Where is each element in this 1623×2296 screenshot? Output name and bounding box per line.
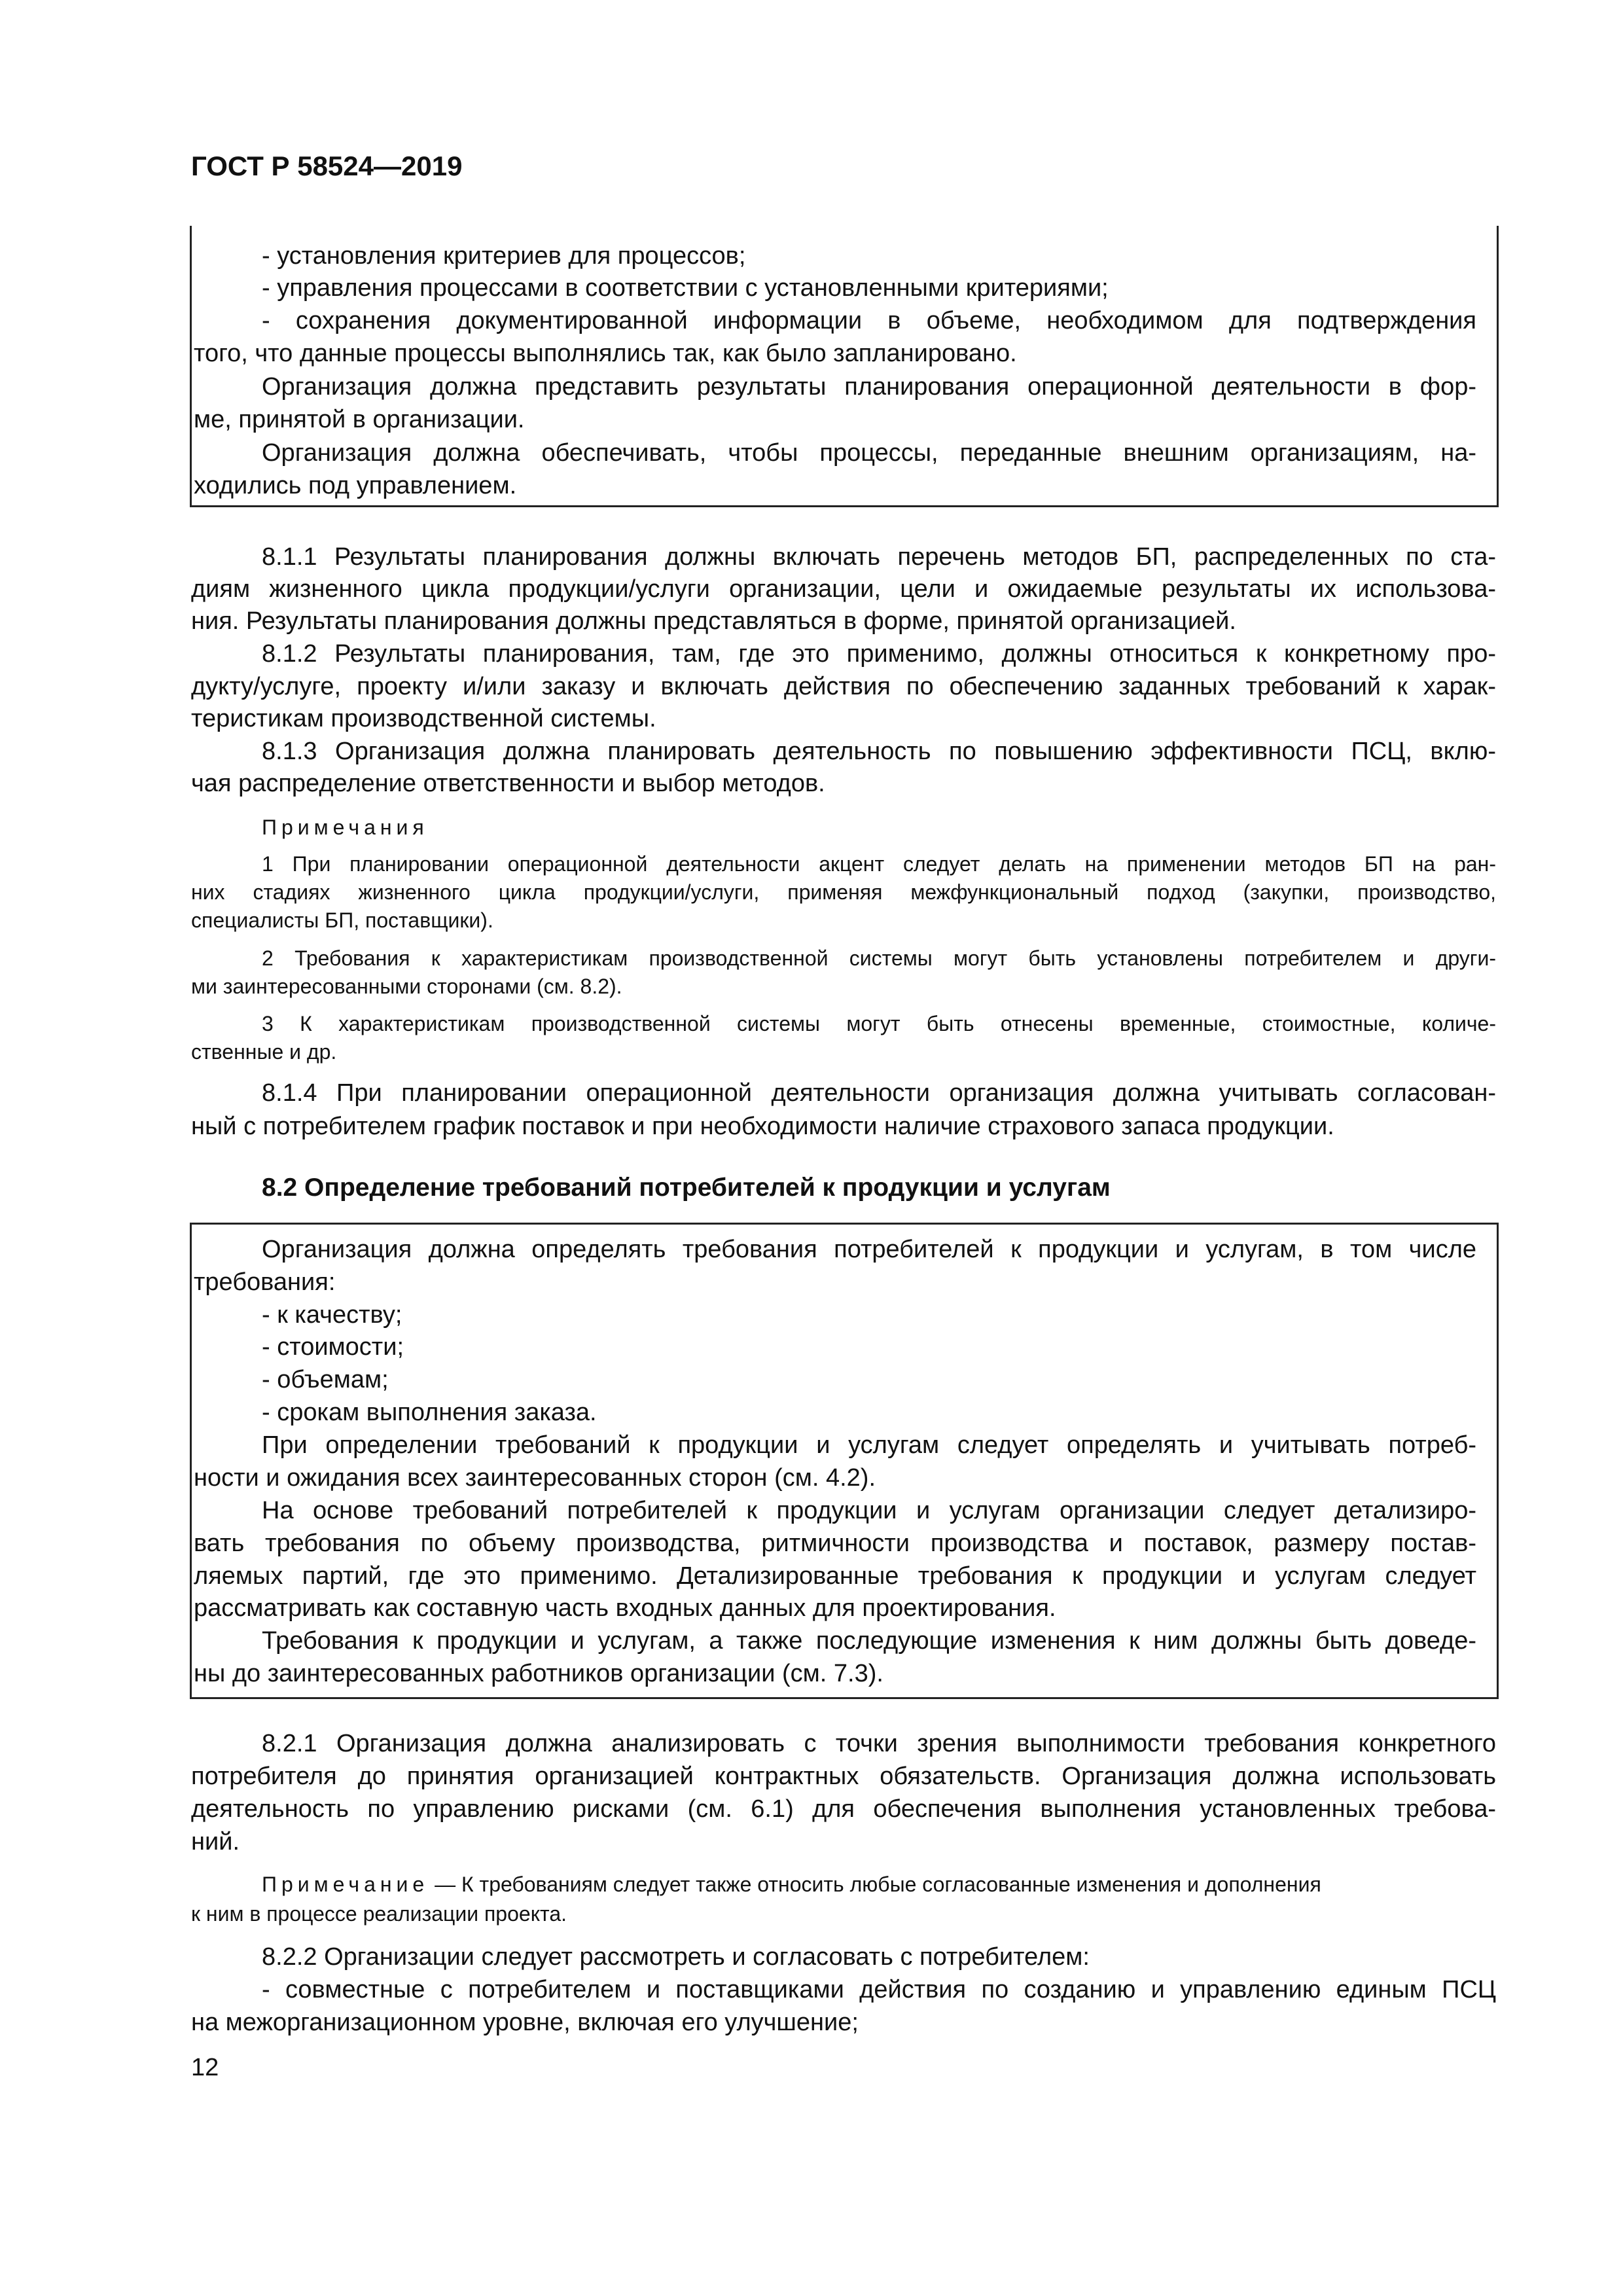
box2-line: ляемых партий, где это применимо. Детализированные требования к продукции и услугам следует [194, 1562, 1476, 1590]
paragraph-8-2-1: ний. [191, 1828, 240, 1856]
paragraph-8-1-3: чая распределение ответственности и выбор методов. [191, 770, 825, 797]
paragraph-8-1-4: ный с потребителем график поставок и при необходимости наличие страхового запаса продукции. [191, 1113, 1334, 1140]
box2-line: При определении требований к продукции и услугам следует определять и учитывать потреб- [262, 1431, 1476, 1459]
paragraph-8-2-2: 8.2.2 Организации следует рассмотреть и согласовать с потребителем: [262, 1943, 1090, 1971]
paragraph-8-2-1: деятельность по управлению рисками (см. 6.1) для обеспечения выполнения установленных требова- [191, 1795, 1496, 1823]
paragraph-8-1-3: 8.1.3 Организация должна планировать деятельность по повышению эффективности ПСЦ, вклю- [262, 738, 1496, 765]
box1-line: Организация должна представить результаты планирования операционной деятельности в фор- [262, 373, 1476, 401]
note-text: — К требованиям следует также относить любые согласованные изменения и дополнения [429, 1873, 1321, 1896]
box1-line: - управления процессами в соответствии с установленными критериями; [262, 274, 1109, 302]
box1-line: - установления критериев для процессов; [262, 242, 746, 270]
note-3: 3 К характеристикам производственной системы могут быть отнесены временные, стоимостные, количе- [262, 1012, 1496, 1035]
box2-line: - объемам; [262, 1366, 389, 1393]
box2-line: Требования к продукции и услугам, а также последующие изменения к ним должны быть доведе- [262, 1627, 1476, 1655]
box2-line: - стоимости; [262, 1333, 404, 1361]
notes-title: Примечания [262, 816, 429, 839]
box2-line: требования: [194, 1268, 336, 1296]
note-8-2-1 [262, 1871, 1496, 1898]
box2-line: ности и ожидания всех заинтересованных сторон (см. 4.2). [194, 1464, 876, 1492]
note-label: Примечание [262, 1873, 429, 1896]
note-1: 1 При планировании операционной деятельности акцент следует делать на применении методов БП на ран- [262, 852, 1496, 876]
note-3: ственные и др. [191, 1040, 337, 1064]
box2-line: На основе требований потребителей к продукции и услугам организации следует детализиро- [262, 1497, 1476, 1524]
paragraph-8-1-1: ния. Результаты планирования должны представляться в форме, принятой организацией. [191, 607, 1236, 635]
box2-line: - срокам выполнения заказа. [262, 1399, 597, 1426]
paragraph-8-1-2: дукту/услуге, проекту и/или заказу и включать действия по обеспечению заданных требований к харак- [191, 673, 1496, 700]
box2-line: рассматривать как составную часть входных данных для проектирования. [194, 1594, 1056, 1622]
doc-id-header: ГОСТ Р 58524—2019 [191, 151, 463, 181]
box1-line: - сохранения документированной информации в объеме, необходимом для подтверждения [262, 307, 1476, 334]
box2-line: вать требования по объему производства, ритмичности производства и поставок, размеру постав- [194, 1530, 1476, 1557]
box1-line: Организация должна обеспечивать, чтобы процессы, переданные внешним организациям, на- [262, 439, 1476, 467]
page-number: 12 [191, 2054, 219, 2081]
section-heading-8-2: 8.2 Определение требований потребителей к продукции и услугам [262, 1174, 1111, 1202]
box2-line: ны до заинтересованных работников организации (см. 7.3). [194, 1660, 883, 1687]
paragraph-8-2-1: 8.2.1 Организация должна анализировать с точки зрения выполнимости требования конкретного [262, 1730, 1496, 1757]
paragraph-8-1-1: 8.1.1 Результаты планирования должны включать перечень методов БП, распределенных по ста- [262, 543, 1496, 571]
box1-line: ходились под управлением. [194, 472, 517, 499]
paragraph-8-2-2: - совместные с потребителем и поставщиками действия по созданию и управлению единым ПСЦ [262, 1976, 1496, 2003]
box2-line: Организация должна определять требования потребителей к продукции и услугам, в том числе [262, 1236, 1476, 1263]
note-1: них стадиях жизненного цикла продукции/услуги, применяя межфункциональный подход (закупки, производство, [191, 880, 1496, 904]
note-2: ми заинтересованными сторонами (см. 8.2). [191, 975, 622, 998]
box1-line: того, что данные процессы выполнялись так, как было запланировано. [194, 340, 1017, 367]
paragraph-8-1-4: 8.1.4 При планировании операционной деятельности организация должна учитывать согласован- [262, 1079, 1496, 1107]
note-8-2-1-line2: к ним в процессе реализации проекта. [191, 1902, 567, 1926]
box2-line: - к качеству; [262, 1301, 402, 1329]
note-1: специалисты БП, поставщики). [191, 908, 493, 932]
paragraph-8-1-1: диям жизненного цикла продукции/услуги организации, цели и ожидаемые результаты их использова- [191, 575, 1496, 603]
note-2: 2 Требования к характеристикам производственной системы могут быть установлены потребителем и други- [262, 946, 1496, 970]
paragraph-8-1-2: теристикам производственной системы. [191, 705, 656, 732]
box1-line: ме, принятой в организации. [194, 406, 525, 433]
paragraph-8-1-2: 8.1.2 Результаты планирования, там, где это применимо, должны относиться к конкретному про- [262, 640, 1496, 668]
paragraph-8-2-2: на межорганизационном уровне, включая его улучшение; [191, 2009, 859, 2036]
paragraph-8-2-1: потребителя до принятия организацией контрактных обязательств. Организация должна использовать [191, 1763, 1496, 1790]
